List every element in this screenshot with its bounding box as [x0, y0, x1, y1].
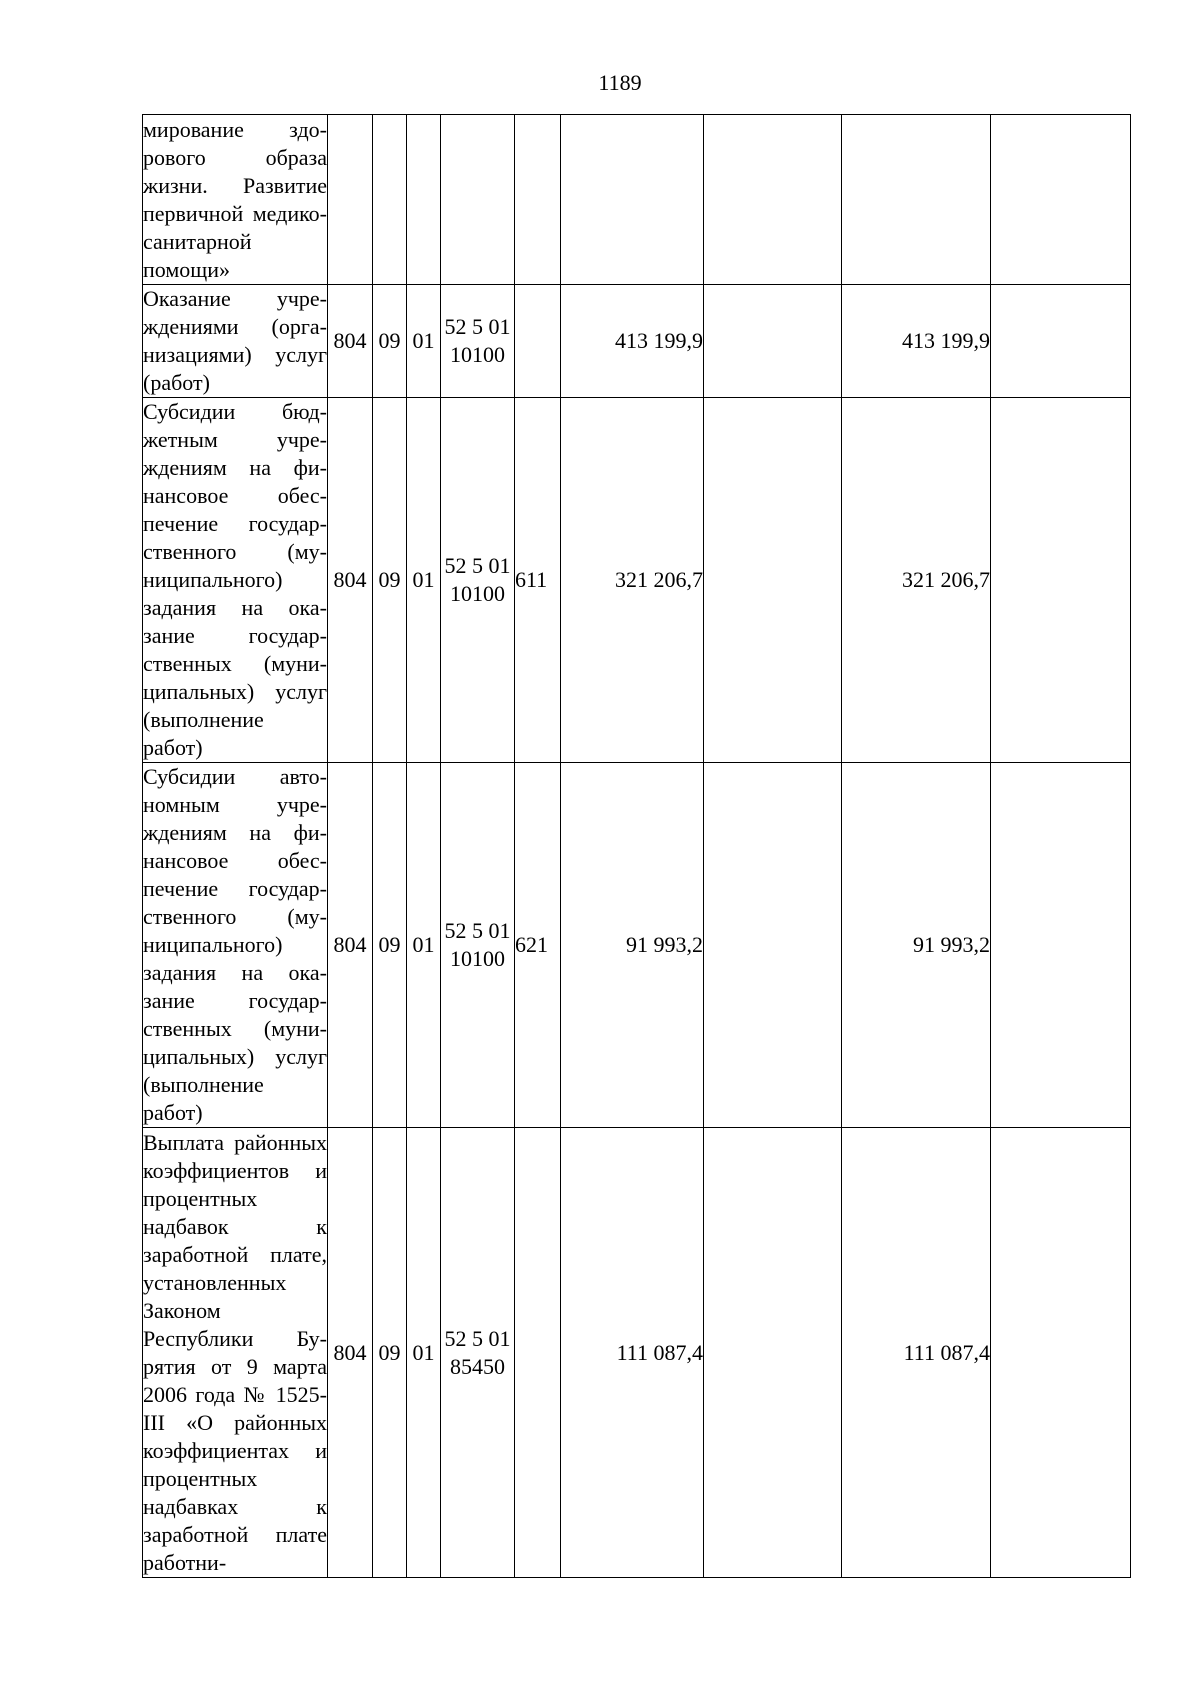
row-target-code: [441, 115, 515, 285]
table-row: [143, 1128, 1131, 1578]
row-ministry-code: 804: [328, 398, 373, 763]
row-total: 321 206,7: [561, 398, 704, 763]
row-subsection-code: [407, 115, 441, 285]
row-col7: [704, 1128, 842, 1578]
row-col8: [842, 115, 991, 285]
row-name: Субсидии бюджетным учреждениям на финансовое обеспечение государственного (муниципального) задания на оказание государственных (муниципальных) услуг (выполнение работ): [143, 398, 328, 763]
row-col7: [704, 763, 842, 1128]
row-col7: [704, 285, 842, 398]
row-ministry-code: [328, 115, 373, 285]
row-col8: 413 199,9: [842, 285, 991, 398]
row-total: 111 087,4: [561, 1128, 704, 1578]
row-name: Выплата районных коэффициентов и процентных надбавок к заработной плате, установленных Законом Республики Бурятия от 9 марта 2006 года № 1525-III «О районных коэффициентах и процентных надбавках к заработной плате работни-: [143, 1128, 328, 1578]
row-col9: [991, 115, 1131, 285]
row-section-code: 09: [373, 763, 407, 1128]
row-name: мирование здорового образа жизни. Развитие первичной медико-санитарной помощи»: [143, 115, 328, 285]
row-expense-type-code: [515, 285, 561, 398]
row-section-code: 09: [373, 1128, 407, 1578]
row-col9: [991, 398, 1131, 763]
row-subsection-code: 01: [407, 763, 441, 1128]
row-total: 91 993,2: [561, 763, 704, 1128]
row-col8: 111 087,4: [842, 1128, 991, 1578]
row-col8: 91 993,2: [842, 763, 991, 1128]
row-total: 413 199,9: [561, 285, 704, 398]
row-ministry-code: 804: [328, 1128, 373, 1578]
row-section-code: [373, 115, 407, 285]
row-col9: [991, 285, 1131, 398]
row-subsection-code: 01: [407, 1128, 441, 1578]
table-row: [143, 398, 1131, 763]
row-section-code: 09: [373, 398, 407, 763]
table-row: [143, 763, 1131, 1128]
row-col9: [991, 763, 1131, 1128]
row-expense-type-code: [515, 1128, 561, 1578]
row-name: Оказание учреждениями (организациями) услуг (работ): [143, 285, 328, 398]
row-total: [561, 115, 704, 285]
row-name: Субсидии автономным учреждениям на финансовое обеспечение государственного (муниципального) задания на оказание государственных (муниципальных) услуг (выполнение работ): [143, 763, 328, 1128]
row-target-code: 52 5 01 10100: [441, 398, 515, 763]
budget-table: [142, 114, 1131, 1578]
row-subsection-code: 01: [407, 398, 441, 763]
table-row: [143, 115, 1131, 285]
row-section-code: 09: [373, 285, 407, 398]
row-expense-type-code: 611: [515, 398, 561, 763]
row-target-code: 52 5 01 10100: [441, 285, 515, 398]
row-target-code: 52 5 01 10100: [441, 763, 515, 1128]
row-ministry-code: 804: [328, 285, 373, 398]
row-subsection-code: 01: [407, 285, 441, 398]
row-col8: 321 206,7: [842, 398, 991, 763]
row-expense-type-code: 621: [515, 763, 561, 1128]
row-col9: [991, 1128, 1131, 1578]
page-number: 1189: [598, 70, 642, 95]
row-col7: [704, 398, 842, 763]
row-col7: [704, 115, 842, 285]
row-expense-type-code: [515, 115, 561, 285]
row-ministry-code: 804: [328, 763, 373, 1128]
row-target-code: 52 5 01 85450: [441, 1128, 515, 1578]
table-row: [143, 285, 1131, 398]
